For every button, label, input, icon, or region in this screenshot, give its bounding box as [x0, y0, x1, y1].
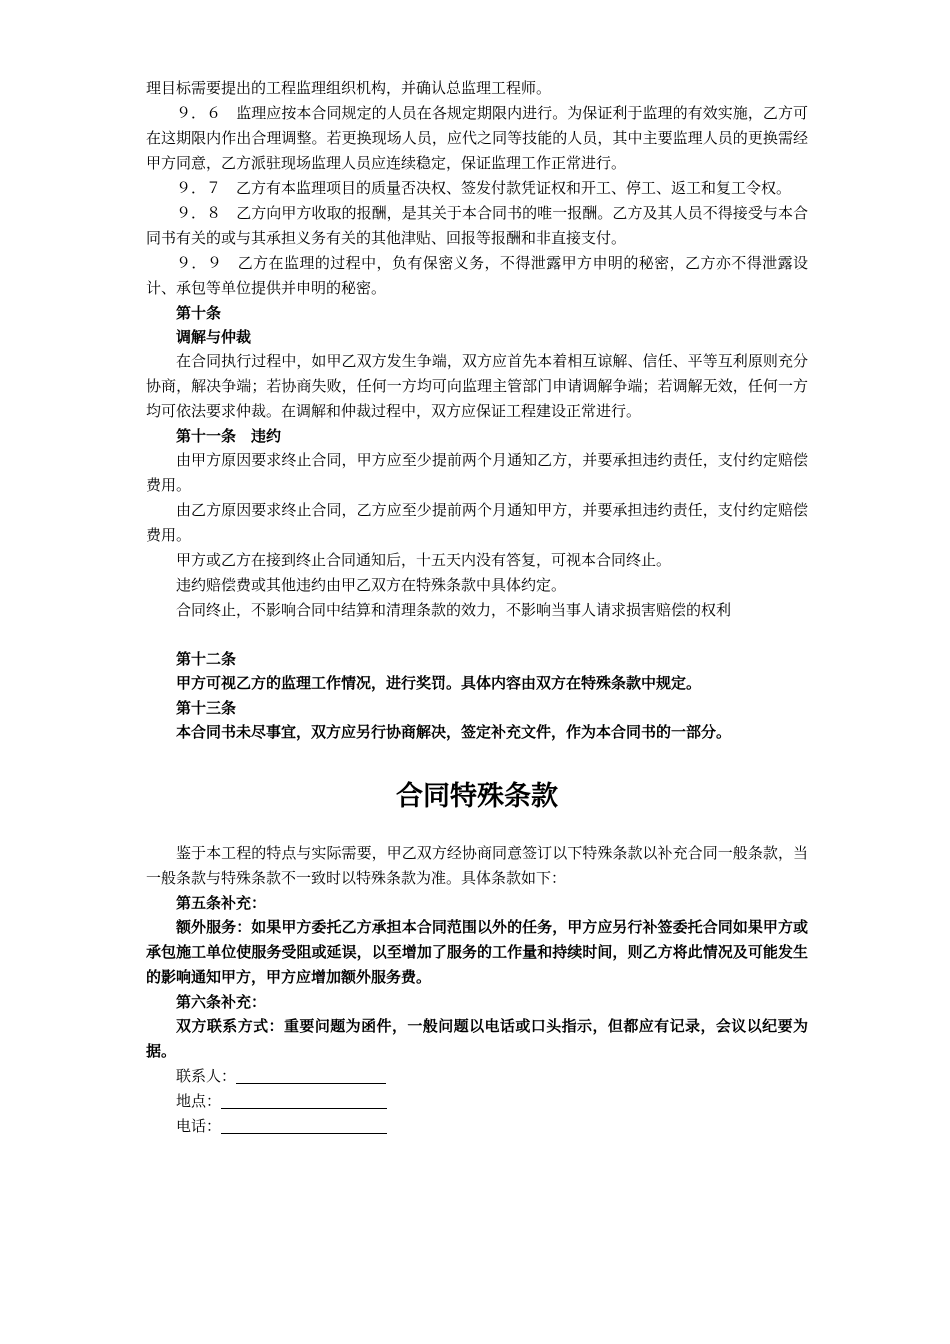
- article-5-supplement-body: 额外服务：如果甲方委托乙方承担本合同范围以外的任务，甲方应另行补签委托合同如果甲方或承包施工单位使服务受阻或延误，以至增加了服务的工作量和持续时间，则乙方将此情况及可能发生的影响通知甲方，甲方应增加额外服务费。: [146, 918, 808, 986]
- article-6-supplement-body: 双方联系方式：重要问题为函件，一般问题以电话或口头指示，但都应有记录，会议以纪要为据。: [146, 1017, 808, 1060]
- article-10-subheading: 调解与仲裁: [176, 328, 252, 346]
- special-terms-intro: 鉴于本工程的特点与实际需要，甲乙双方经协商同意签订以下特殊条款以补充合同一般条款，当一般条款与特殊条款不一致时以特殊条款为准。具体条款如下：: [146, 844, 808, 887]
- contact-person-line: [146, 1064, 808, 1089]
- paragraph-9-7: ９．７ 乙方有本监理项目的质量否决权、签发付款凭证权和开工、停工、返工和复工令权。: [176, 179, 792, 197]
- contact-person-label: 联系人：: [176, 1067, 237, 1085]
- phone-label: 电话：: [176, 1117, 222, 1135]
- article-12-body: 甲方可视乙方的监理工作情况，进行奖罚。具体内容由双方在特殊条款中规定。: [176, 674, 702, 692]
- article-11-paragraph-2: 由乙方原因要求终止合同，乙方应至少提前两个月通知甲方，并要承担违约责任，支付约定赔偿费用。: [146, 501, 808, 544]
- article-13-heading: 第十三条: [176, 699, 237, 717]
- paragraph-9-6: ９．６ 监理应按本合同规定的人员在各规定期限内进行。为保证利于监理的有效实施，乙方可在这期限内作出合理调整。若更换现场人员，应代之同等技能的人员，其中主要监理人员的更换需经甲方同意，乙方派驻现场监理人员应连续稳定，保证监理工作正常进行。: [146, 104, 808, 172]
- article-13-body: 本合同书未尽事宜，双方应另行协商解决，签定补充文件，作为本合同书的一部分。: [176, 723, 732, 741]
- address-line: [146, 1089, 808, 1114]
- address-blank: [221, 1092, 387, 1109]
- special-terms-title: 合同特殊条款: [396, 781, 558, 812]
- article-11-heading: 第十一条 违约: [176, 427, 282, 445]
- article-11-paragraph-5: 合同终止，不影响合同中结算和清理条款的效力，不影响当事人请求损害赔偿的权利: [176, 601, 732, 619]
- article-5-supplement-heading: 第五条补充：: [176, 894, 267, 912]
- address-label: 地点：: [176, 1092, 222, 1110]
- article-10-heading: 第十条: [176, 304, 222, 322]
- article-11-paragraph-3: 甲方或乙方在接到终止合同通知后，十五天内没有答复，可视本合同终止。: [176, 551, 672, 569]
- paragraph-9-5-continued: 理目标需要提出的工程监理组织机构，并确认总监理工程师。: [146, 79, 552, 97]
- phone-blank: [221, 1117, 387, 1134]
- article-10-body: 在合同执行过程中，如甲乙双方发生争端，双方应首先本着相互谅解、信任、平等互利原则充分协商，解决争端；若协商失败，任何一方均可向监理主管部门申请调解争端；若调解无效，任何一方均可依法要求仲裁。在调解和仲裁过程中，双方应保证工程建设正常进行。: [146, 352, 808, 420]
- paragraph-9-8: ９．８ 乙方向甲方收取的报酬，是其关于本合同书的唯一报酬。乙方及其人员不得接受与本合同书有关的或与其承担义务有关的其他津贴、回报等报酬和非直接支付。: [146, 204, 808, 247]
- contact-person-blank: [236, 1067, 386, 1084]
- article-11-paragraph-1: 由甲方原因要求终止合同，甲方应至少提前两个月通知乙方，并要承担违约责任，支付约定赔偿费用。: [146, 451, 808, 494]
- phone-line: [146, 1114, 808, 1139]
- article-12-heading: 第十二条: [176, 650, 237, 668]
- article-11-paragraph-4: 违约赔偿费或其他违约由甲乙双方在特殊条款中具体约定。: [176, 576, 567, 594]
- article-6-supplement-heading: 第六条补充：: [176, 993, 267, 1011]
- document-page: [146, 76, 808, 1139]
- blank-line: [146, 623, 808, 647]
- paragraph-9-9: ９．９ 乙方在监理的过程中，负有保密义务，不得泄露甲方申明的秘密，乙方亦不得泄露设计、承包等单位提供并申明的秘密。: [146, 254, 808, 297]
